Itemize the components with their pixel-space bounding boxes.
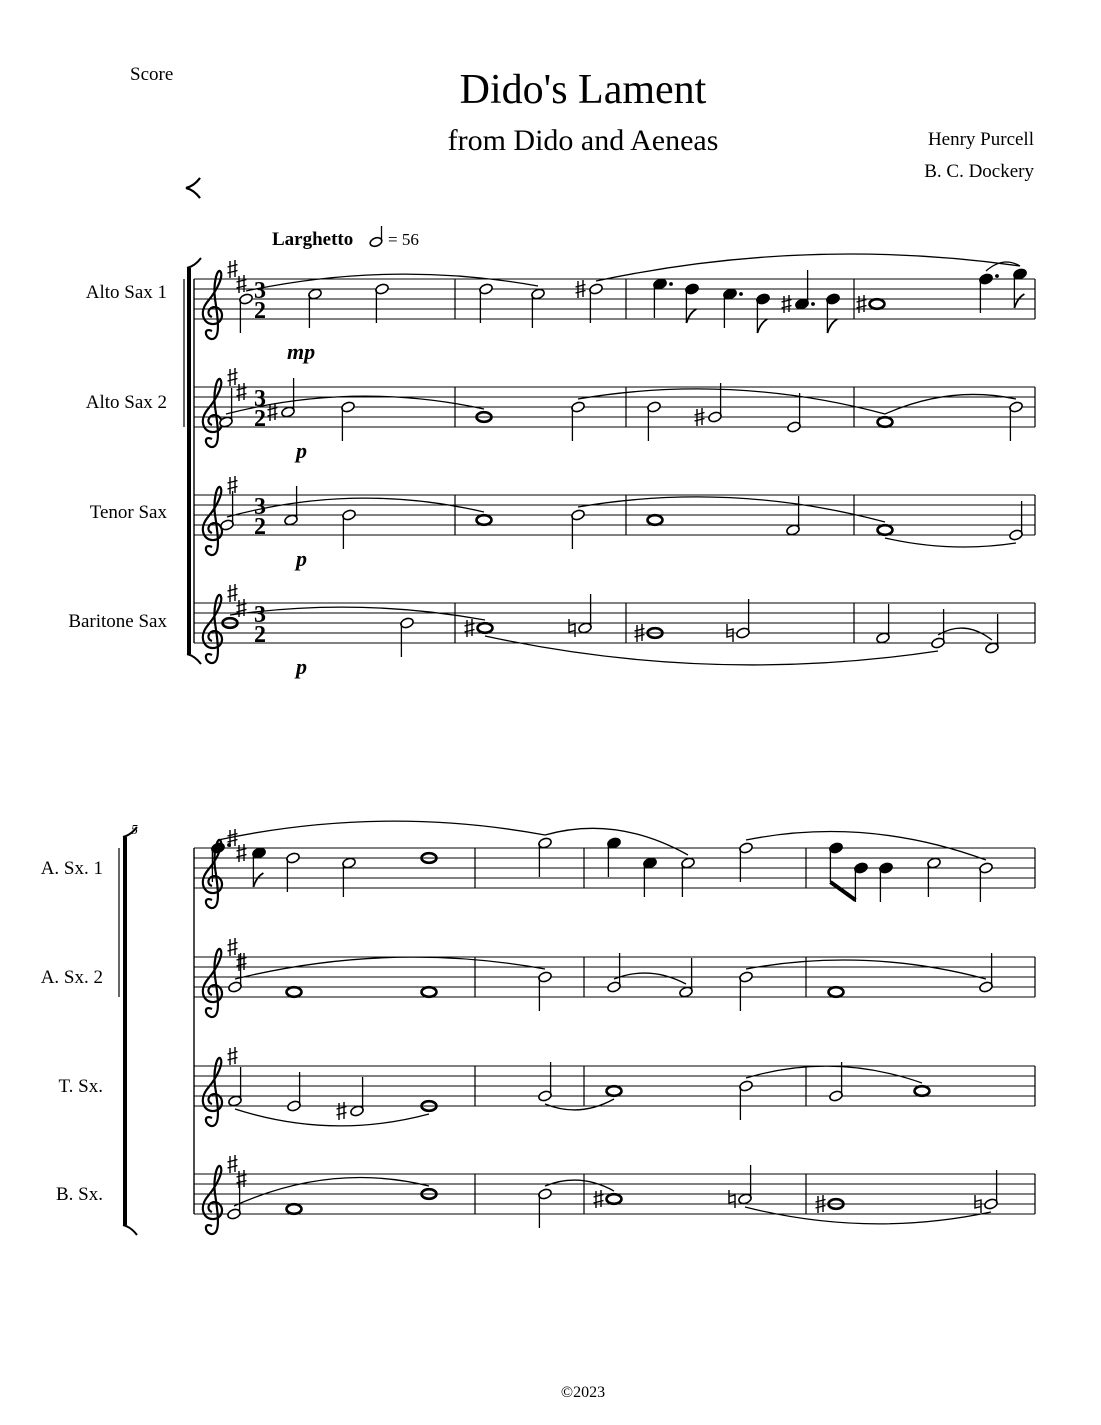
slur xyxy=(745,1207,991,1224)
slur xyxy=(545,1180,614,1191)
note-beam xyxy=(830,882,855,900)
slur xyxy=(578,497,885,522)
whole-note xyxy=(915,1086,930,1096)
slur xyxy=(218,821,545,840)
whole-note xyxy=(422,987,437,997)
sharp-glyph xyxy=(228,260,238,278)
dynamic-marking: p xyxy=(296,438,307,463)
time-signature-top: 3 xyxy=(254,494,266,520)
copyright-notice: ©2023 xyxy=(560,1384,606,1401)
whole-note xyxy=(878,525,893,535)
whole-note xyxy=(829,987,844,997)
slur xyxy=(545,1099,614,1110)
sharp-glyph xyxy=(237,953,247,971)
dot xyxy=(227,843,231,847)
composer-credit: Henry Purcell xyxy=(927,129,1034,150)
sharp-glyph xyxy=(228,938,238,956)
whole-note xyxy=(478,623,493,633)
treble-clef-icon xyxy=(203,1058,222,1126)
slur xyxy=(246,274,538,291)
time-signature-bottom: 2 xyxy=(254,406,266,432)
natural-glyph xyxy=(569,619,575,637)
treble-clef-icon xyxy=(203,949,222,1017)
whole-note xyxy=(878,417,893,427)
sharp-glyph xyxy=(268,403,278,421)
sharp-glyph xyxy=(228,584,238,602)
whole-note xyxy=(287,1204,302,1214)
time-signature-top: 3 xyxy=(254,278,266,304)
whole-note xyxy=(870,299,885,309)
treble-clef-icon xyxy=(203,487,222,555)
system-1 xyxy=(68,178,1035,679)
sharp-glyph xyxy=(782,295,792,313)
dynamic-marking: p xyxy=(296,654,307,679)
note-flag xyxy=(686,309,696,323)
whole-note xyxy=(648,515,663,525)
note-flag xyxy=(757,319,767,333)
bracket-hook xyxy=(186,178,200,188)
sharp-glyph xyxy=(337,1102,347,1120)
piece-subtitle: from Dido and Aeneas xyxy=(447,124,719,157)
slur xyxy=(485,636,938,665)
dot xyxy=(669,282,673,286)
dot xyxy=(739,292,743,296)
instrument-label: A. Sx. 1 xyxy=(40,858,103,879)
bracket-hook xyxy=(186,188,200,198)
sharp-glyph xyxy=(228,368,238,386)
sharp-glyph xyxy=(237,383,247,401)
treble-clef-icon xyxy=(203,1166,222,1234)
piece-title: Dido's Lament xyxy=(459,67,707,113)
instrument-label: Alto Sax 1 xyxy=(85,282,167,303)
sharp-glyph xyxy=(237,1170,247,1188)
tempo-text: Larghetto xyxy=(272,229,354,250)
tempo-marking xyxy=(272,226,419,250)
sharp-glyph xyxy=(237,275,247,293)
measure-number: 5 xyxy=(131,823,138,838)
time-signature-bottom: 2 xyxy=(254,298,266,324)
whole-note xyxy=(287,987,302,997)
note-flag xyxy=(253,873,263,887)
arranger-credit: B. C. Dockery xyxy=(924,161,1034,182)
sharp-glyph xyxy=(465,619,475,637)
treble-clef-icon xyxy=(203,379,222,447)
slur xyxy=(885,538,1016,547)
whole-note xyxy=(477,515,492,525)
instrument-label: T. Sx. xyxy=(58,1076,103,1097)
instrument-label: Alto Sax 2 xyxy=(85,392,167,413)
score-label: Score xyxy=(130,64,174,85)
instrument-label: A. Sx. 2 xyxy=(40,967,103,988)
note-flag xyxy=(827,319,837,333)
half-note-glyph xyxy=(369,226,383,248)
slur xyxy=(746,960,986,979)
natural-glyph xyxy=(729,1190,735,1208)
instrument-label: B. Sx. xyxy=(56,1184,103,1205)
slur xyxy=(746,1066,922,1083)
sharp-glyph xyxy=(594,1190,604,1208)
treble-clef-icon xyxy=(203,271,222,339)
slur xyxy=(614,973,686,984)
slur xyxy=(234,1178,429,1206)
sharp-glyph xyxy=(228,1047,238,1065)
sharp-glyph xyxy=(237,844,247,862)
slur xyxy=(235,957,545,979)
slur xyxy=(230,607,485,620)
instrument-label: Baritone Sax xyxy=(68,611,167,632)
sharp-glyph xyxy=(857,295,867,313)
tempo-value: = 56 xyxy=(388,230,419,249)
instrument-label: Tenor Sax xyxy=(89,502,167,523)
dot xyxy=(811,302,815,306)
dynamic-marking: mp xyxy=(287,339,316,364)
whole-note xyxy=(607,1086,622,1096)
whole-note xyxy=(607,1194,622,1204)
slur xyxy=(746,832,986,860)
dot xyxy=(995,274,999,278)
time-signature-top: 3 xyxy=(254,386,266,412)
slur xyxy=(235,1109,429,1126)
note-flag xyxy=(1014,294,1024,308)
time-signature-bottom: 2 xyxy=(254,514,266,540)
time-signature-bottom: 2 xyxy=(254,622,266,648)
slur xyxy=(938,628,992,640)
time-signature-top: 3 xyxy=(254,602,266,628)
treble-clef-icon xyxy=(203,595,222,663)
sharp-glyph xyxy=(228,1155,238,1173)
dynamic-marking: p xyxy=(296,546,307,571)
slur xyxy=(578,389,885,414)
